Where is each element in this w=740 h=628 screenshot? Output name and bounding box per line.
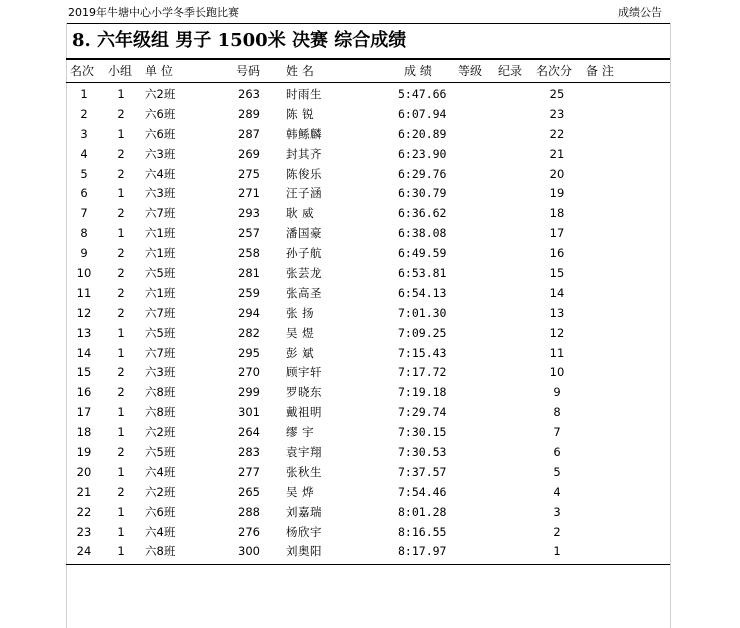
- table-row: [0, 125, 740, 145]
- group-cell: 1: [117, 405, 125, 420]
- name-cell: 潘国豪: [286, 226, 322, 241]
- group-cell: 1: [117, 425, 125, 440]
- table-row: [0, 224, 740, 244]
- group-cell: 2: [117, 305, 125, 320]
- bib-cell: 282: [238, 325, 260, 340]
- name-cell: 吴 煜: [286, 325, 315, 340]
- name-cell: 张芸龙: [286, 266, 322, 281]
- points-cell: 11: [549, 345, 565, 360]
- group-cell: 1: [117, 226, 125, 241]
- table-row: [0, 463, 740, 483]
- result-cell: 7:30.53: [398, 445, 447, 460]
- title-rule: [66, 58, 670, 60]
- unit-cell: 六1班: [145, 226, 176, 241]
- bib-cell: 269: [238, 146, 260, 161]
- points-cell: 3: [553, 504, 561, 519]
- result-cell: 6:07.94: [398, 106, 447, 121]
- col-points: 名次分: [536, 64, 573, 78]
- result-cell: 8:16.55: [398, 524, 447, 539]
- unit-cell: 六1班: [145, 246, 176, 261]
- col-unit: 单 位: [145, 64, 173, 78]
- group-cell: 2: [117, 166, 125, 181]
- name-cell: 罗晓东: [286, 385, 322, 400]
- table-row: [0, 324, 740, 344]
- group-cell: 2: [117, 484, 125, 499]
- unit-cell: 六2班: [145, 87, 176, 101]
- table-row: [0, 304, 740, 324]
- result-cell: 7:54.46: [398, 484, 447, 499]
- column-header-rule: [66, 82, 670, 83]
- table-row: [0, 85, 740, 105]
- points-cell: 25: [549, 87, 565, 101]
- result-cell: 8:17.97: [398, 544, 447, 559]
- name-cell: 时雨生: [286, 87, 322, 101]
- result-cell: 6:30.79: [398, 186, 447, 201]
- rank-cell: 8: [80, 226, 88, 241]
- name-cell: 吴 烨: [286, 484, 315, 499]
- rank-cell: 9: [80, 246, 88, 261]
- group-cell: 2: [117, 365, 125, 380]
- unit-cell: 六4班: [145, 524, 176, 539]
- bib-cell: 287: [238, 126, 260, 141]
- unit-cell: 六7班: [145, 206, 176, 221]
- points-cell: 19: [549, 186, 565, 201]
- result-cell: 7:19.18: [398, 385, 447, 400]
- rank-cell: 1: [80, 87, 88, 101]
- name-cell: 孙子航: [286, 246, 322, 261]
- table-row: [0, 105, 740, 125]
- rank-cell: 19: [76, 445, 92, 460]
- page-title: 8. 六年级组 男子 1500米 决赛 综合成绩: [72, 30, 407, 51]
- name-cell: 陈俊乐: [286, 166, 322, 181]
- bib-cell: 299: [238, 385, 260, 400]
- points-cell: 7: [553, 425, 561, 440]
- rank-cell: 4: [80, 146, 88, 161]
- result-cell: 7:17.72: [398, 365, 447, 380]
- result-cell: 6:54.13: [398, 285, 447, 300]
- group-cell: 1: [117, 464, 125, 479]
- unit-cell: 六7班: [145, 345, 176, 360]
- group-cell: 1: [117, 325, 125, 340]
- bib-cell: 293: [238, 206, 260, 221]
- rank-cell: 5: [80, 166, 88, 181]
- points-cell: 5: [553, 464, 561, 479]
- table-row: [0, 145, 740, 165]
- name-cell: 耿 威: [286, 206, 315, 221]
- name-cell: 袁宇翔: [286, 445, 322, 460]
- group-cell: 1: [117, 87, 125, 101]
- table-row: [0, 204, 740, 224]
- result-cell: 7:37.57: [398, 464, 447, 479]
- result-cell: 7:01.30: [398, 305, 447, 320]
- unit-cell: 六5班: [145, 266, 176, 281]
- result-cell: 7:15.43: [398, 345, 447, 360]
- bib-cell: 264: [238, 425, 260, 440]
- unit-cell: 六6班: [145, 126, 176, 141]
- unit-cell: 六4班: [145, 464, 176, 479]
- col-rank: 名次: [70, 64, 95, 78]
- name-cell: 张秋生: [286, 464, 322, 479]
- section-label: 成绩公告: [618, 6, 662, 19]
- results-table: [0, 85, 740, 562]
- table-row: [0, 542, 740, 562]
- event-name: 2019年牛塘中心小学冬季长跑比赛: [68, 6, 239, 19]
- group-cell: 2: [117, 146, 125, 161]
- unit-cell: 六3班: [145, 365, 176, 380]
- bib-cell: 271: [238, 186, 260, 201]
- result-cell: 5:47.66: [398, 87, 447, 101]
- result-cell: 7:29.74: [398, 405, 447, 420]
- bib-cell: 257: [238, 226, 260, 241]
- result-cell: 6:49.59: [398, 246, 447, 261]
- points-cell: 1: [553, 544, 561, 559]
- group-cell: 2: [117, 266, 125, 281]
- bib-cell: 270: [238, 365, 260, 380]
- unit-cell: 六8班: [145, 405, 176, 420]
- col-group: 小组: [108, 64, 133, 78]
- rank-cell: 13: [76, 325, 92, 340]
- group-cell: 1: [117, 544, 125, 559]
- rank-cell: 21: [76, 484, 92, 499]
- name-cell: 杨欣宇: [286, 524, 322, 539]
- result-cell: 6:53.81: [398, 266, 447, 281]
- name-cell: 彭 斌: [286, 345, 315, 360]
- rank-cell: 3: [80, 126, 88, 141]
- unit-cell: 六8班: [145, 544, 176, 559]
- group-cell: 1: [117, 504, 125, 519]
- bib-cell: 283: [238, 445, 260, 460]
- result-cell: 6:29.76: [398, 166, 447, 181]
- points-cell: 22: [549, 126, 565, 141]
- points-cell: 23: [549, 106, 565, 121]
- bib-cell: 276: [238, 524, 260, 539]
- result-cell: 6:20.89: [398, 126, 447, 141]
- rank-cell: 6: [80, 186, 88, 201]
- name-cell: 张高圣: [286, 285, 322, 300]
- rank-cell: 12: [76, 305, 92, 320]
- rank-cell: 14: [76, 345, 92, 360]
- bib-cell: 258: [238, 246, 260, 261]
- table-row: [0, 184, 740, 204]
- table-row: [0, 165, 740, 185]
- name-cell: 顾宇轩: [286, 365, 322, 380]
- rank-cell: 15: [76, 365, 92, 380]
- points-cell: 14: [549, 285, 565, 300]
- table-row: [0, 363, 740, 383]
- unit-cell: 六8班: [145, 385, 176, 400]
- result-cell: 6:36.62: [398, 206, 447, 221]
- bib-cell: 294: [238, 305, 260, 320]
- unit-cell: 六6班: [145, 504, 176, 519]
- name-cell: 封其齐: [286, 146, 322, 161]
- col-record: 纪录: [498, 64, 523, 78]
- group-cell: 1: [117, 186, 125, 201]
- table-row: [0, 483, 740, 503]
- points-cell: 15: [549, 266, 565, 281]
- table-row: [0, 284, 740, 304]
- table-row: [0, 423, 740, 443]
- points-cell: 4: [553, 484, 561, 499]
- name-cell: 汪子涵: [286, 186, 322, 201]
- result-cell: 6:23.90: [398, 146, 447, 161]
- table-row: [0, 503, 740, 523]
- group-cell: 2: [117, 206, 125, 221]
- points-cell: 12: [549, 325, 565, 340]
- points-cell: 9: [553, 385, 561, 400]
- group-cell: 2: [117, 285, 125, 300]
- unit-cell: 六2班: [145, 484, 176, 499]
- rank-cell: 7: [80, 206, 88, 221]
- bib-cell: 289: [238, 106, 260, 121]
- unit-cell: 六2班: [145, 425, 176, 440]
- points-cell: 20: [549, 166, 565, 181]
- points-cell: 13: [549, 305, 565, 320]
- table-row: [0, 383, 740, 403]
- table-row: [0, 443, 740, 463]
- table-row: [0, 344, 740, 364]
- points-cell: 16: [549, 246, 565, 261]
- unit-cell: 六5班: [145, 445, 176, 460]
- col-grade: 等级: [458, 64, 483, 78]
- result-cell: 7:30.15: [398, 425, 447, 440]
- unit-cell: 六6班: [145, 106, 176, 121]
- rank-cell: 16: [76, 385, 92, 400]
- rank-cell: 23: [76, 524, 92, 539]
- bib-cell: 259: [238, 285, 260, 300]
- result-cell: 7:09.25: [398, 325, 447, 340]
- bib-cell: 265: [238, 484, 260, 499]
- table-row: [0, 264, 740, 284]
- points-cell: 17: [549, 226, 565, 241]
- unit-cell: 六3班: [145, 146, 176, 161]
- table-end-rule: [66, 564, 670, 565]
- table-row: [0, 244, 740, 264]
- points-cell: 21: [549, 146, 565, 161]
- bib-cell: 275: [238, 166, 260, 181]
- rank-cell: 17: [76, 405, 92, 420]
- name-cell: 缪 宇: [286, 425, 315, 440]
- points-cell: 6: [553, 445, 561, 460]
- group-cell: 2: [117, 445, 125, 460]
- group-cell: 2: [117, 385, 125, 400]
- name-cell: 韩鲧麟: [286, 126, 322, 141]
- bib-cell: 295: [238, 345, 260, 360]
- col-note: 备 注: [586, 64, 614, 78]
- rank-cell: 11: [76, 285, 92, 300]
- unit-cell: 六1班: [145, 285, 176, 300]
- unit-cell: 六4班: [145, 166, 176, 181]
- result-cell: 6:38.08: [398, 226, 447, 241]
- result-cell: 8:01.28: [398, 504, 447, 519]
- col-bib: 号码: [236, 64, 261, 78]
- bib-cell: 301: [238, 405, 260, 420]
- rank-cell: 10: [76, 266, 92, 281]
- group-cell: 2: [117, 246, 125, 261]
- bib-cell: 277: [238, 464, 260, 479]
- header-rule: [66, 23, 670, 24]
- rank-cell: 22: [76, 504, 92, 519]
- bib-cell: 281: [238, 266, 260, 281]
- unit-cell: 六3班: [145, 186, 176, 201]
- unit-cell: 六7班: [145, 305, 176, 320]
- name-cell: 戴祖明: [286, 405, 322, 420]
- rank-cell: 18: [76, 425, 92, 440]
- name-cell: 张 扬: [286, 305, 315, 320]
- group-cell: 1: [117, 126, 125, 141]
- group-cell: 1: [117, 345, 125, 360]
- unit-cell: 六5班: [145, 325, 176, 340]
- points-cell: 2: [553, 524, 561, 539]
- points-cell: 8: [553, 405, 561, 420]
- table-row: [0, 523, 740, 543]
- rank-cell: 2: [80, 106, 88, 121]
- points-cell: 10: [549, 365, 565, 380]
- rank-cell: 20: [76, 464, 92, 479]
- bib-cell: 300: [238, 544, 260, 559]
- rank-cell: 24: [76, 544, 92, 559]
- name-cell: 陈 锐: [286, 106, 315, 121]
- table-row: [0, 403, 740, 423]
- name-cell: 刘奥阳: [286, 544, 322, 559]
- group-cell: 1: [117, 524, 125, 539]
- group-cell: 2: [117, 106, 125, 121]
- col-result: 成 绩: [404, 64, 432, 78]
- bib-cell: 263: [238, 87, 260, 101]
- bib-cell: 288: [238, 504, 260, 519]
- name-cell: 刘嘉瑞: [286, 504, 322, 519]
- col-name: 姓 名: [286, 64, 314, 78]
- points-cell: 18: [549, 206, 565, 221]
